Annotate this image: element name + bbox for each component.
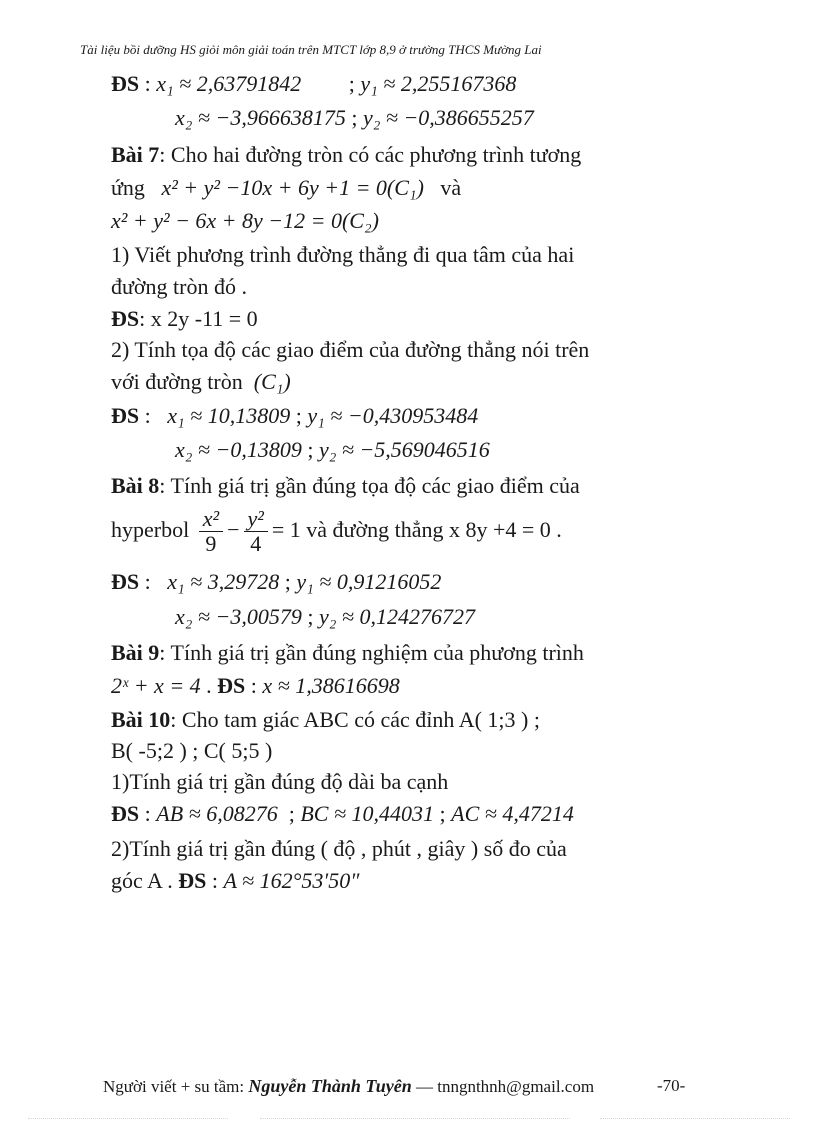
question-line: 1) Viết phương trình đường thẳng đi qua tâm của hai: [111, 242, 575, 267]
answer-line: x₂ ≈ −3,966638175 ; y₂ ≈ −0,386655257: [175, 105, 534, 130]
math-value: AC ≈ 4,47214: [451, 801, 574, 826]
math-value: x₁ ≈ 2,63791842: [156, 71, 302, 96]
answer-line: góc A . ĐS : A ≈ 162°53′50″: [111, 868, 360, 893]
question-line: 2) Tính tọa độ các giao điểm của đường thẳng nói trên: [111, 337, 590, 362]
math-value: x₁ ≈ 3,29728: [167, 569, 280, 594]
math-value: y₁ ≈ 2,255167368: [360, 71, 517, 96]
equation: x² + y² −10x + 6y +1 = 0(C₁): [161, 175, 424, 200]
question-text: với đường tròn: [111, 369, 243, 394]
math-value: x₂ ≈ −3,966638175: [175, 105, 346, 130]
footer-rule: [600, 1118, 790, 1119]
problem-number: Bài 10: [111, 707, 171, 732]
denominator: 9: [205, 531, 217, 557]
problem-line: B( -5;2 ) ; C( 5;5 ): [111, 738, 273, 763]
footer-prefix: Người viết + su tầm:: [103, 1077, 245, 1096]
numerator: x²: [199, 507, 223, 532]
math-value: x₁ ≈ 10,13809: [167, 403, 291, 428]
answer-line: ĐS : AB ≈ 6,08276 ; BC ≈ 10,44031 ; AC ≈ 4,47214: [111, 801, 574, 826]
text: và: [440, 175, 462, 200]
footer-rule: [260, 1118, 570, 1119]
math-value: y₁ ≈ 0,91216052: [296, 569, 442, 594]
question-line: 1)Tính giá trị gần đúng độ dài ba cạnh: [111, 769, 449, 794]
equation: 2ˣ + x = 4: [111, 673, 201, 698]
answer-line: ĐS : x₁ ≈ 10,13809 ; y₁ ≈ −0,430953484: [111, 403, 479, 428]
math-value: y₁ ≈ −0,430953484: [307, 403, 479, 428]
ds-label: ĐS: [111, 71, 140, 96]
ds-label: ĐS: [111, 801, 140, 826]
math-value: y₂ ≈ −0,386655257: [362, 105, 534, 130]
equation-rest: = 1 và đường thẳng x 8y +4 = 0 .: [271, 517, 562, 542]
problem-number: Bài 8: [111, 473, 160, 498]
problem-text: : Cho tam giác ABC có các đỉnh A( 1;3 ) ;: [170, 707, 540, 732]
question-line: đường tròn đó .: [111, 274, 247, 299]
problem-number: Bài 9: [111, 640, 160, 665]
fraction: [199, 507, 223, 556]
math-value: y₂ ≈ 0,124276727: [318, 604, 475, 629]
math-value: x₂ ≈ −0,13809: [175, 437, 302, 462]
footer-email: — tnngnthnh@gmail.com: [415, 1077, 595, 1096]
answer-line: [111, 305, 258, 333]
question-line: [111, 368, 291, 396]
answer-line: ĐS : x₁ ≈ 3,29728 ; y₁ ≈ 0,91216052: [111, 569, 442, 594]
answer-text: : x 2y -11 = 0: [139, 306, 258, 331]
ds-label: ĐS: [111, 569, 140, 594]
numerator: y²: [244, 507, 268, 532]
ds-label: ĐS: [111, 403, 140, 428]
denominator: 4: [250, 531, 262, 557]
circle-name: (C₁): [253, 369, 291, 394]
equation-line: [111, 174, 461, 202]
footer-author: Nguyễn Thành Tuyên: [248, 1076, 412, 1096]
text: hyperbol: [111, 517, 190, 542]
math-value: A ≈ 162°53′50″: [223, 868, 360, 893]
ds-label: ĐS: [178, 868, 207, 893]
question-line: 2)Tính giá trị gần đúng ( độ , phút , giây ) số đo của: [111, 836, 567, 861]
page-number: -70-: [657, 1076, 686, 1095]
fraction: [244, 507, 268, 556]
text: ứng: [111, 175, 145, 200]
problem-heading: [111, 472, 580, 500]
ds-label: ĐS: [217, 673, 246, 698]
math-value: AB ≈ 6,08276: [156, 801, 278, 826]
problem-heading: [111, 706, 540, 734]
equation-line: [111, 207, 379, 235]
answer-line: x₂ ≈ −3,00579 ; y₂ ≈ 0,124276727: [175, 604, 475, 629]
math-value: BC ≈ 10,44031: [300, 801, 435, 826]
ds-label: ĐS: [111, 306, 140, 331]
question-text: góc A .: [111, 868, 173, 893]
math-value: x₂ ≈ −3,00579: [175, 604, 302, 629]
answer-line: ĐS : x₁ ≈ 2,63791842 ; y₁ ≈ 2,255167368: [111, 71, 517, 96]
problem-heading: [111, 141, 581, 169]
problem-number: Bài 7: [111, 142, 160, 167]
equation: x² + y² − 6x + 8y −12 = 0(C₂): [111, 208, 379, 233]
footer-rule: [28, 1118, 228, 1119]
problem-text: : Tính giá trị gần đúng tọa độ các giao điểm của: [159, 473, 580, 498]
equation-line: hyperbol $\frac{\text{x²}}{9}$ − $\frac{\text{y²}}{4}$ = 1 và đường thẳng x 8y +4 = 0 .: [111, 506, 562, 557]
math-value: y₂ ≈ −5,569046516: [318, 437, 490, 462]
page-header: Tài liệu bồi dưỡng HS giỏi môn giải toán trên MTCT lớp 8,9 ở trường THCS Mường Lai: [80, 42, 542, 57]
problem-heading: [111, 639, 584, 667]
problem-text: : Tính giá trị gần đúng nghiệm của phương trình: [159, 640, 584, 665]
problem-text: : Cho hai đường tròn có các phương trình tương: [159, 142, 582, 167]
page-footer: [103, 1076, 594, 1097]
answer-line: 2ˣ + x = 4 . ĐS : x ≈ 1,38616698: [111, 673, 400, 698]
answer-line: x₂ ≈ −0,13809 ; y₂ ≈ −5,569046516: [175, 437, 490, 462]
math-value: x ≈ 1,38616698: [262, 673, 400, 698]
